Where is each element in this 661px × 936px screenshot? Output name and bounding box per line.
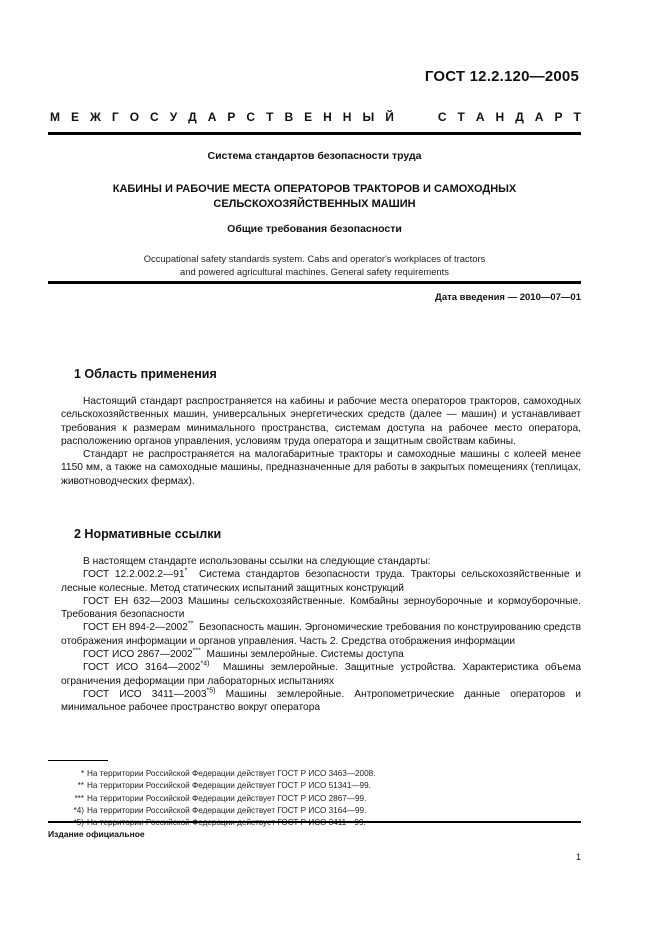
reference-code: ГОСТ ИСО 3411—2003 <box>83 688 207 700</box>
footnote-mark: ** <box>77 781 84 791</box>
reference-text: Машины землеройные. Защитные устройства. Характеристика объема ограничения деформации при лабораторных испытаниях <box>61 662 581 687</box>
banner-letter: А <box>207 110 217 124</box>
banner-letter: Ж <box>90 110 101 124</box>
section-1-heading: 1 Область применения <box>74 367 217 381</box>
paragraph: Настоящий стандарт распространяется на кабины и рабочие места операторов тракторов, самоходных сельскохозяйственных машин, универсальных энергетических средств (далее — машин) и устанавливает требования к размерам минимального пространства, системам доступа на рабочее место оператора, расположению органов управления, условиям труда оператора и защитным свойствам кабины. <box>61 396 581 447</box>
banner-letter: У <box>169 110 178 124</box>
banner-letter: С <box>437 110 447 124</box>
banner-letter: Т <box>573 110 581 124</box>
footnote <box>64 780 376 792</box>
interstate-standard-banner <box>50 110 581 124</box>
footer-divider <box>48 821 581 823</box>
footnote-mark <box>64 817 84 829</box>
footnote-text: На территории Российской Федерации действует ГОСТ Р ИСО 51341—99. <box>87 781 371 791</box>
reference-item <box>61 568 581 595</box>
english-title-line: Occupational safety standards system. Cabs and operator's workplaces of tractors <box>143 253 486 264</box>
banner-letter: Е <box>71 110 80 124</box>
header-divider <box>48 132 581 135</box>
banner-letter: Г <box>111 110 119 124</box>
gost-number: ГОСТ 12.2.120—2005 <box>424 68 579 85</box>
english-title <box>48 252 581 278</box>
footnote-mark: * <box>80 769 84 778</box>
title-line: КАБИНЫ И РАБОЧИЕ МЕСТА ОПЕРАТОРОВ ТРАКТОРОВ И САМОХОДНЫХ <box>112 183 517 195</box>
banner-letter: Р <box>227 110 236 124</box>
official-edition-label: Издание официальное <box>48 829 145 839</box>
reference-text: Машины сельскохозяйственные. Комбайны зерноуборочные и кормоуборочные. Требования безопасности <box>61 595 581 621</box>
reference-item <box>61 661 581 688</box>
banner-letter: Д <box>188 110 197 124</box>
reference-text: Безопасность машин. Эргономические требования по конструированию средств отображения информации и органов управления. Часть 2. Средства отображения информации <box>61 622 581 647</box>
standards-series: Система стандартов безопасности труда <box>207 150 422 162</box>
banner-letter: В <box>284 110 294 124</box>
banner-letter: О <box>129 110 140 124</box>
section-2-heading: 2 Нормативные ссылки <box>74 527 222 541</box>
reference-code: ГОСТ 12.2.002.2—91 <box>83 569 185 581</box>
banner-letter: Д <box>515 110 524 124</box>
banner-letter: А <box>475 110 485 124</box>
reference-code: ГОСТ ЕН 632—2003 <box>83 595 184 607</box>
paragraph: Стандарт не распространяется на малогабаритные тракторы и самоходные машины с колеей менее 1150 мм, а также на самоходные машины, предназначенные для работы в закрытых помещениях (теплицах, животноводческих фермах). <box>61 449 581 487</box>
footnote-mark: *4) <box>73 805 84 815</box>
footnote-mark: *4) <box>200 660 210 668</box>
reference-item <box>61 595 581 622</box>
banner-letter: Т <box>457 110 465 124</box>
banner-letter: Т <box>266 110 274 124</box>
reference-text: Машины землеройные. Системы доступа <box>206 649 404 661</box>
title-divider <box>48 281 581 284</box>
reference-item <box>61 688 581 715</box>
footnote-text: На территории Российской Федерации действует ГОСТ Р ИСО 3463—2008. <box>87 769 376 778</box>
banner-letter: Ы <box>362 110 375 124</box>
footnote <box>64 805 376 817</box>
paragraph: В настоящем стандарте использованы ссылки на следующие стандарты: <box>83 556 431 567</box>
banner-letter: Й <box>385 110 394 124</box>
footnote <box>64 768 376 780</box>
footnote-mark: ** <box>187 621 194 629</box>
banner-letter: М <box>50 110 60 124</box>
banner-letter: Н <box>323 110 332 124</box>
footnote-mark: *** <box>74 793 84 803</box>
title-line: СЕЛЬСКОХОЗЯЙСТВЕННЫХ МАШИН <box>213 198 416 210</box>
banner-letter: Н <box>342 110 352 124</box>
reference-code: ГОСТ ЕН 894-2—2002 <box>83 622 188 634</box>
reference-item <box>61 621 581 648</box>
reference-text: Машины землеройные. Антропометрические данные операторов и минимальное рабочее пространство вокруг оператора <box>61 688 581 714</box>
document-title <box>48 182 581 212</box>
banner-letter: Н <box>495 110 505 124</box>
footnote-divider <box>48 760 108 761</box>
banner-letter: Е <box>304 110 313 124</box>
banner-letter: С <box>150 110 159 124</box>
section-1-body <box>61 395 581 488</box>
section-2-body <box>61 555 581 715</box>
footnote <box>64 817 376 829</box>
footnote-text: На территории Российской Федерации действует ГОСТ Р ИСО 2867—99. <box>87 793 367 803</box>
footnote-text: На территории Российской Федерации действует ГОСТ Р ИСО 3164—99. <box>87 805 367 815</box>
reference-code: ГОСТ ИСО 2867—2002 <box>83 649 193 661</box>
document-subtitle: Общие требования безопасности <box>227 223 402 235</box>
footnote <box>64 793 376 805</box>
banner-letter: Р <box>554 110 563 124</box>
english-title-line: and powered agricultural machines. General safety requirements <box>180 266 449 277</box>
footnote-mark: *5) <box>206 687 216 695</box>
page-number: 1 <box>575 852 581 862</box>
reference-text: Система стандартов безопасности труда. Тракторы сельскохозяйственные и лесные колесные. Метод статических испытаний защитных конструкций <box>61 569 581 594</box>
footnote-mark: * <box>184 567 188 575</box>
footnote-mark: *** <box>192 647 201 655</box>
reference-item <box>61 648 581 661</box>
banner-letter: С <box>246 110 256 124</box>
reference-code: ГОСТ ИСО 3164—2002 <box>83 662 201 674</box>
introduction-date: Дата введения — 2010—07—01 <box>435 292 581 303</box>
banner-letter: А <box>534 110 544 124</box>
banner-word-gap <box>405 110 427 124</box>
